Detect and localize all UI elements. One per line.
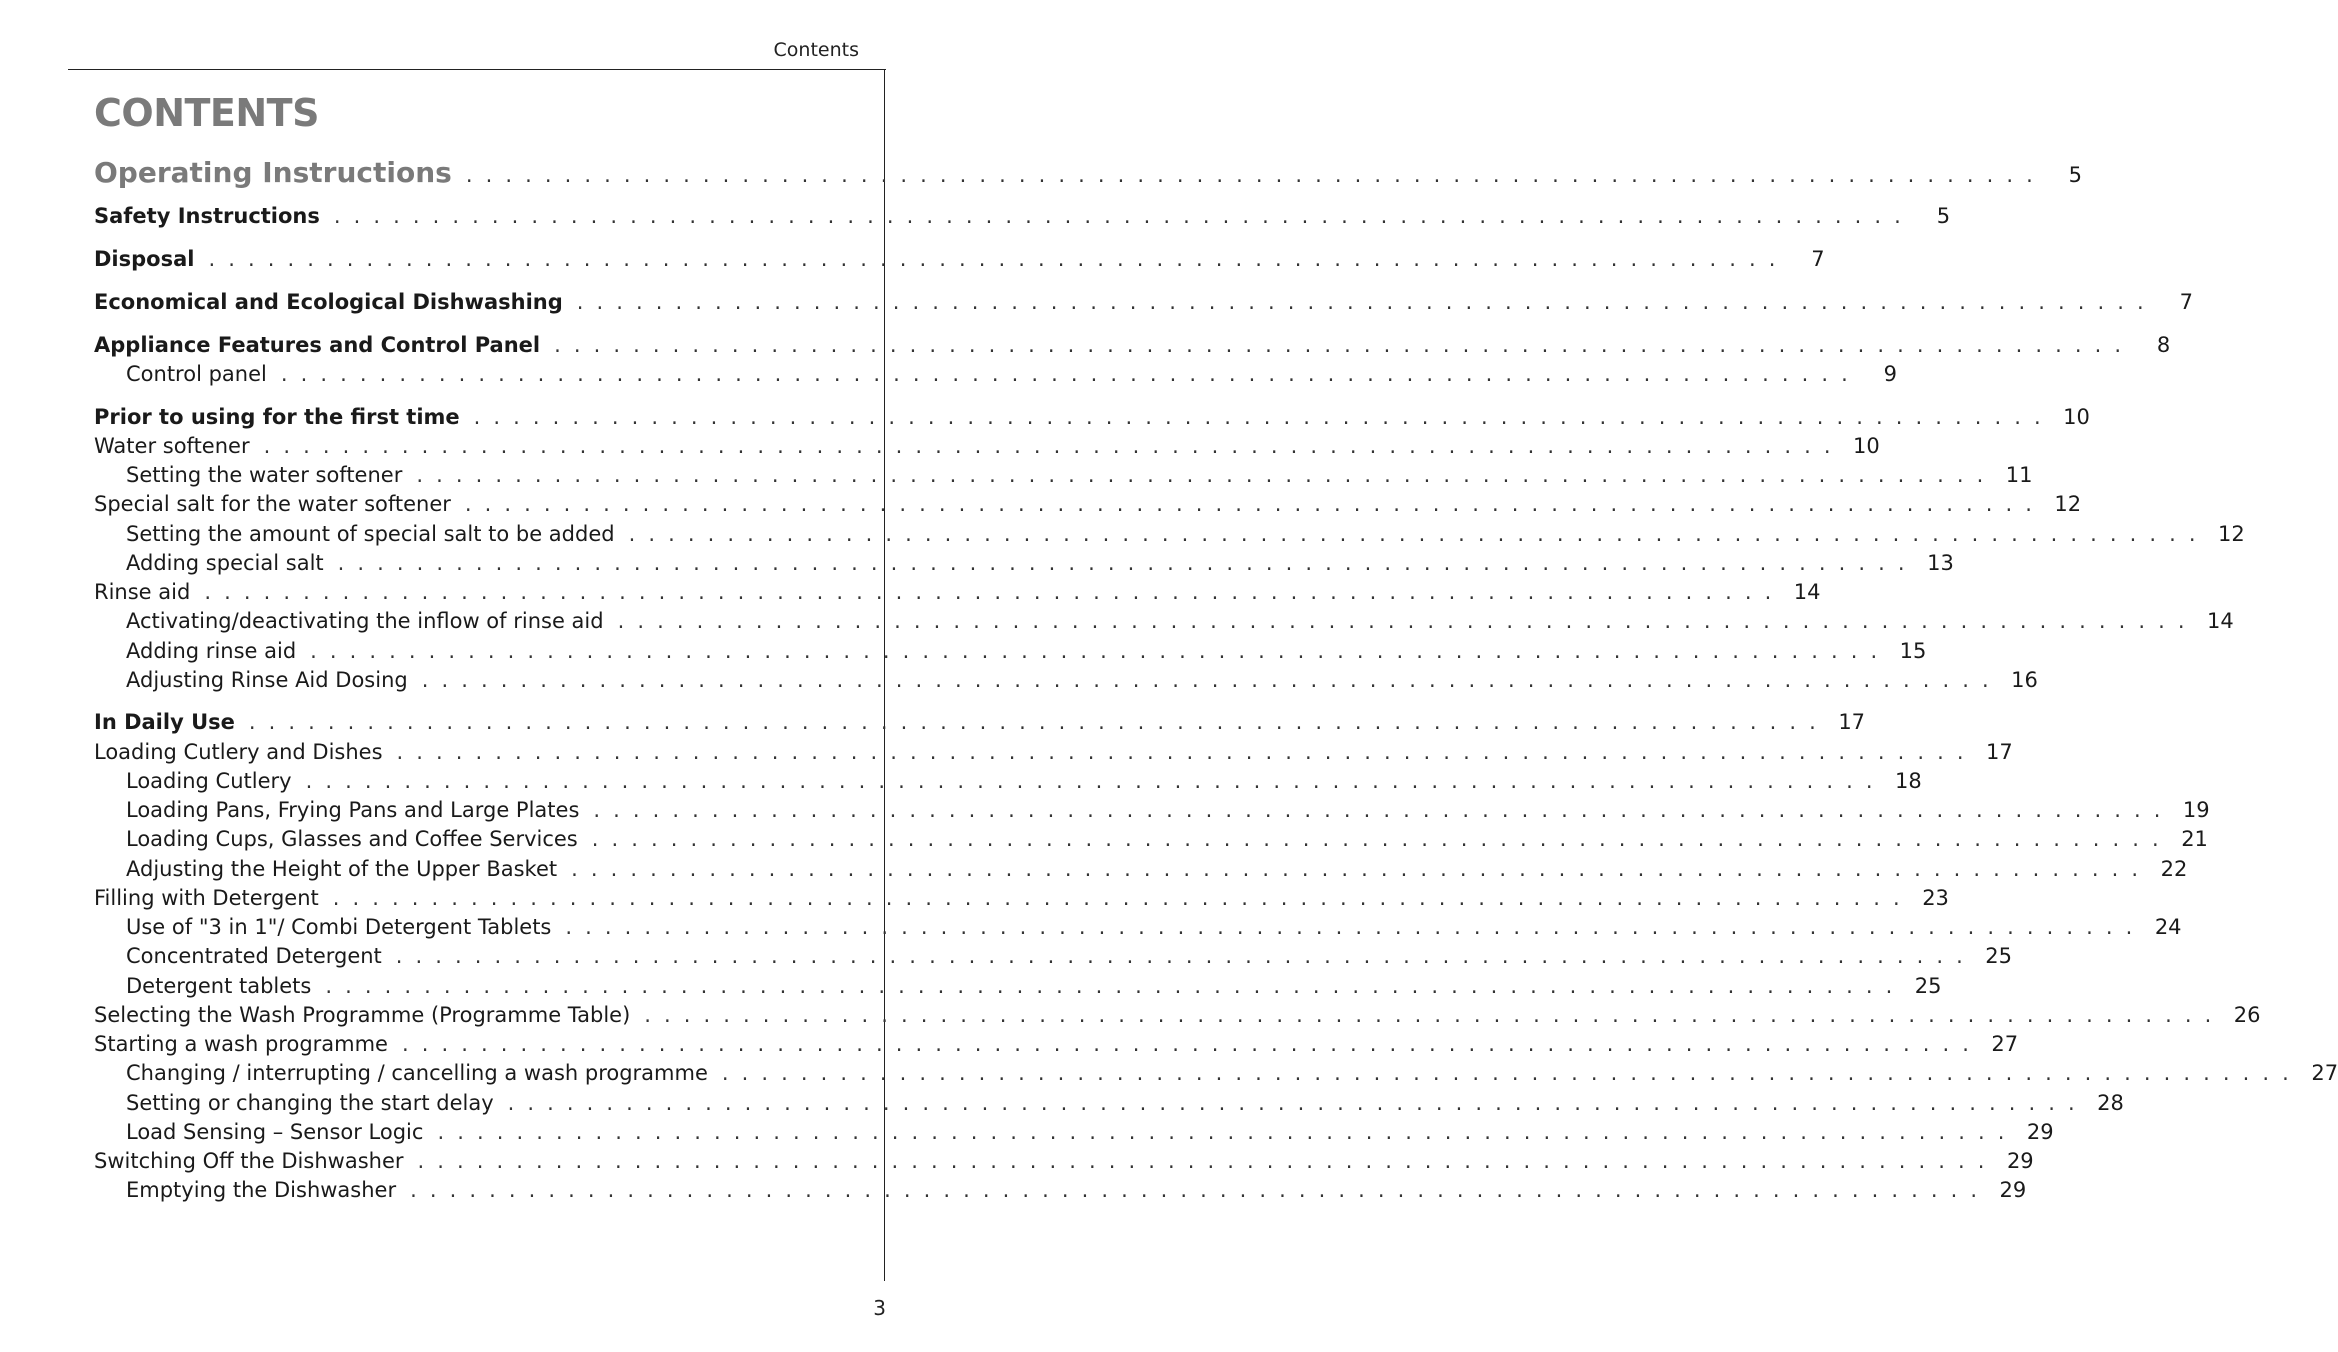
toc-entry-label: Setting or changing the start delay	[126, 1091, 494, 1115]
toc-entry	[94, 1147, 2034, 1176]
toc-entry	[126, 942, 2012, 971]
toc-entry	[94, 708, 1866, 737]
page-number: 3	[873, 1296, 886, 1320]
toc-entry-page: 8	[2156, 333, 2171, 357]
toc-entry	[126, 1176, 2027, 1205]
toc-entry-label: Starting a wash programme	[94, 1032, 388, 1056]
page-title: CONTENTS	[94, 91, 319, 135]
toc-entry-page: 29	[1999, 1178, 2027, 1202]
toc-entry-label: Economical and Ecological Dishwashing	[94, 290, 563, 314]
toc-entry-label: Loading Pans, Frying Pans and Large Plates	[126, 798, 580, 822]
toc-entry-label: Rinse aid	[94, 580, 191, 604]
dot-leader: . . . . . . . . . . . . . . . . . . . . . . . . . . . . . . . . . . . . . . . . . . . . . . . . . . . . . . . . . . . . . . . . . . . . . . . . . . . . . . . .	[617, 609, 2188, 633]
dot-leader: . . . . . . . . . . . . . . . . . . . . . . . . . . . . . . . . . . . . . . . . . . . . . . . . . . . . . . . . . . . . . . . . . . . . . . . . . . . . . . . .	[576, 290, 2147, 314]
toc-entry-page: 27	[2311, 1061, 2338, 1085]
toc-entry	[126, 855, 2188, 884]
toc-entry-page: 28	[2097, 1091, 2124, 1115]
toc-entry-page: 25	[1985, 944, 2012, 968]
toc-entry-page: 17	[1838, 710, 1866, 734]
toc-entry-page: 29	[2006, 1149, 2034, 1173]
toc-entry-page: 16	[2011, 668, 2038, 692]
toc-entry-page: 19	[2182, 798, 2210, 822]
toc-entry	[126, 972, 1942, 1001]
toc-entry-label: Changing / interrupting / cancelling a wash programme	[126, 1061, 708, 1085]
toc-entry	[126, 637, 1927, 666]
toc-entry-label: Loading Cutlery and Dishes	[94, 740, 383, 764]
dot-leader: . . . . . . . . . . . . . . . . . . . . . . . . . . . . . . . . . . . . . . . . . . . . . . . . . . . . . . . . . . . . . . . . . . . . . . . . . . . . . . . .	[333, 204, 1905, 228]
dot-leader: . . . . . . . . . . . . . . . . . . . . . . . . . . . . . . . . . . . . . . . . . . . . . . . . . . . . . . . . . . . . . . . . . . . . . . . . . . . . . . . .	[473, 405, 2044, 429]
toc-entry-page: 13	[1927, 551, 1954, 575]
toc-entry-label: Detergent tablets	[126, 974, 312, 998]
toc-entry-label: Switching Off the Dishwasher	[94, 1149, 404, 1173]
dot-leader: . . . . . . . . . . . . . . . . . . . . . . . . . . . . . . . . . . . . . . . . . . . . . . . . . . . . . . . . . . . . . . . . . . . . . . . . . . . . . . . .	[644, 1003, 2215, 1027]
toc-entry-label: Adjusting Rinse Aid Dosing	[126, 668, 408, 692]
toc-entry-page: 10	[2063, 405, 2090, 429]
dot-leader: . . . . . . . . . . . . . . . . . . . . . . . . . . . . . . . . . . . . . . . . . . . . . . . . . . . . . . . . . . . . . . . . . . . . . . . . . . . . . . . .	[565, 915, 2136, 939]
toc-entry	[94, 490, 2082, 519]
toc-entry	[126, 607, 2234, 636]
toc-entry	[126, 796, 2210, 825]
toc-entry-page: 15	[1899, 639, 1927, 663]
dot-leader: . . . . . . . . . . . . . . . . . . . . . . . . . . . . . . . . . . . . . . . . . . . . . . . . . . . . . . . . . . . . . . . . . . . . . . . . . . . . . . . .	[410, 1178, 1981, 1202]
toc-entry-label: Setting the amount of special salt to be added	[126, 522, 615, 546]
toc-entry-label: Water softener	[94, 434, 250, 458]
toc-entry	[94, 884, 1949, 913]
toc-entry	[94, 202, 1951, 231]
toc-entry-label: Special salt for the water softener	[94, 492, 451, 516]
toc-entry-label: Operating Instructions	[94, 156, 452, 189]
dot-leader: . . . . . . . . . . . . . . . . . . . . . . . . . . . . . . . . . . . . . . . . . . . . . . . . . . . . . . . . . . . . . . . . . . . . . . . . . . . . . . . .	[248, 710, 1820, 734]
dot-leader: . . . . . . . . . . . . . . . . . . . . . . . . . . . . . . . . . . . . . . . . . . . . . . . . . . . . . . . . . . . . . . . . . . . . . . . . . . . . . . . .	[571, 857, 2142, 881]
toc-entry	[126, 1089, 2124, 1118]
toc-entry	[94, 331, 2171, 360]
toc-entry	[126, 825, 2208, 854]
toc-entry	[126, 549, 1954, 578]
toc-entry	[126, 666, 2038, 695]
dot-leader: . . . . . . . . . . . . . . . . . . . . . . . . . . . . . . . . . . . . . . . . . . . . . . . . . . . . . . . . . . . . . . . . . . . . . . . . . . . . . . . .	[280, 362, 1852, 386]
toc-entry-page: 9	[1883, 362, 1898, 386]
toc-entry	[94, 403, 2090, 432]
toc-entry-label: Loading Cutlery	[126, 769, 292, 793]
toc-entry-page: 12	[2054, 492, 2082, 516]
dot-leader: . . . . . . . . . . . . . . . . . . . . . . . . . . . . . . . . . . . . . . . . . . . . . . . . . . . . . . . . . . . . . . . . . . . . . . . . . . . . . . . .	[401, 1032, 1973, 1056]
toc-entry-page: 17	[1985, 740, 2013, 764]
toc-entry-label: Appliance Features and Control Panel	[94, 333, 541, 357]
dot-leader: . . . . . . . . . . . . . . . . . . . . . . . . . . . . . . . . . . . . . . . . . . . . . . . . . . . . . . . . . . . . . . . . . . . . . . . . . . . . . . . .	[593, 798, 2164, 822]
toc-entry	[126, 1118, 2054, 1147]
dot-leader: . . . . . . . . . . . . . . . . . . . . . . . . . . . . . . . . . . . . . . . . . . . . . . . . . . . . . . . . . . . . . . . . . . . . . . . . . . . . . . . .	[332, 886, 1903, 910]
toc-entry-label: Selecting the Wash Programme (Programme Table)	[94, 1003, 631, 1027]
dot-leader: . . . . . . . . . . . . . . . . . . . . . . . . . . . . . . . . . . . . . . . . . . . . . . . . . . . . . . . . . . . . . . . . . . . . . . . . . . . . . . . .	[263, 434, 1834, 458]
toc-entry	[94, 155, 2082, 191]
dot-leader: . . . . . . . . . . . . . . . . . . . . . . . . . . . . . . . . . . . . . . . . . . . . . . . . . . . . . . . . . . . . . . . . . . . . . . . . . . . . . . . .	[591, 827, 2162, 851]
toc-entry	[126, 913, 2182, 942]
dot-leader: . . . . . . . . . . . . . . . . . . . . . . . . . . . . . . . . . . . . . . . . . . . . . . . . . . . . . . . . . . . . . . . . . . . . . . . . . . . . . . . .	[325, 974, 1896, 998]
toc-entry-label: Filling with Detergent	[94, 886, 319, 910]
toc-entry-label: Adding special salt	[126, 551, 324, 575]
toc-entry-page: 22	[2160, 857, 2188, 881]
toc-entry-label: Disposal	[94, 247, 195, 271]
dot-leader: . . . . . . . . . . . . . . . . . . . . . . . . . . . . . . . . . . . . . . . . . . . . . . . . . . . . . . . . . . . . . . . . . . . . . . . . . . . . . . . .	[395, 944, 1966, 968]
toc-entry-page: 7	[2179, 290, 2193, 314]
toc-entry-page: 23	[1922, 886, 1949, 910]
dot-leader: . . . . . . . . . . . . . . . . . . . . . . . . . . . . . . . . . . . . . . . . . . . . . . . . . . . . . . . . . . . . . . . . . . . . . . . . . . . . . . . .	[421, 668, 1992, 692]
dot-leader: . . . . . . . . . . . . . . . . . . . . . . . . . . . . . . . . . . . . . . . . . . . . . . . . . . . . . . . . . . . . . . . . . . . . . . . . . . . . . . . .	[310, 639, 1881, 663]
toc-entry-label: Adding rinse aid	[126, 639, 297, 663]
toc-entry-label: Adjusting the Height of the Upper Basket	[126, 857, 558, 881]
toc-entry	[94, 288, 2193, 317]
toc-entry	[94, 738, 2013, 767]
toc-entry-page: 12	[2218, 522, 2245, 546]
toc-entry-page: 25	[1914, 974, 1942, 998]
dot-leader: . . . . . . . . . . . . . . . . . . . . . . . . . . . . . . . . . . . . . . . . . . . . . . . . . . . . . . . . . . . . . . . . . . . . . . . . . . . . . . . .	[464, 492, 2036, 516]
toc-entry-page: 24	[2154, 915, 2182, 939]
dot-leader: . . . . . . . . . . . . . . . . . . . . . . . . . . . . . . . . . . . . . . . . . . . . . . . . . . . . . . . . . . . . . . . . . . . . . . . . . . . . . . . .	[507, 1091, 2078, 1115]
toc-entry-page: 29	[2026, 1120, 2054, 1144]
toc-entry-page: 5	[1936, 204, 1951, 228]
running-header: Contents	[773, 39, 859, 61]
toc-entry-label: Use of "3 in 1"/ Combi Detergent Tablets	[126, 915, 552, 939]
toc-entry-label: Concentrated Detergent	[126, 944, 382, 968]
toc-entry-label: Control panel	[126, 362, 267, 386]
toc-entry-label: Load Sensing – Sensor Logic	[126, 1120, 424, 1144]
toc-entry	[94, 1001, 2261, 1030]
toc-entry-page: 14	[1793, 580, 1821, 604]
dot-leader: . . . . . . . . . . . . . . . . . . . . . . . . . . . . . . . . . . . . . . . . . . . . . . . . . . . . . . . . . . . . . . . . . . . . . . . . . . . . . . . .	[628, 522, 2199, 546]
toc-entry-label: Loading Cups, Glasses and Coffee Services	[126, 827, 578, 851]
dot-leader: . . . . . . . . . . . . . . . . . . . . . . . . . . . . . . . . . . . . . . . . . . . . . . . . . . . . . . . . . . . . . . . . . . . . . . . . . . . . . . . .	[417, 1149, 1988, 1173]
dot-leader: . . . . . . . . . . . . . . . . . . . . . . . . . . . . . . . . . . . . . . . . . . . . . . . . . . . . . . . . . . . . . . . . . . . . . . . . . . . . . . . .	[554, 333, 2125, 357]
toc-entry-page: 18	[1895, 769, 1922, 793]
toc-entry-page: 14	[2207, 609, 2234, 633]
toc-entry	[126, 520, 2245, 549]
toc-entry	[126, 360, 1898, 389]
dot-leader: . . . . . . . . . . . . . . . . . . . . . . . . . . . . . . . . . . . . . . . . . . . . . . . . . . . . . . . . . . . . . . . . . . . . . . . . . . . . . . . .	[721, 1061, 2293, 1085]
toc-entry	[94, 245, 1825, 274]
toc-entry-page: 5	[2068, 163, 2082, 187]
toc-entry-page: 11	[2005, 463, 2033, 487]
toc-entry-page: 27	[1991, 1032, 2019, 1056]
dot-leader: . . . . . . . . . . . . . . . . . . . . . . . . . . . . . . . . . . . . . . . . . . . . . . . . . . . . . . . . . . . . . . . . . . . . . . . . . . . . . . . .	[465, 163, 2036, 187]
dot-leader: . . . . . . . . . . . . . . . . . . . . . . . . . . . . . . . . . . . . . . . . . . . . . . . . . . . . . . . . . . . . . . . . . . . . . . . . . . . . . . . .	[437, 1120, 2008, 1144]
toc-entry-page: 26	[2233, 1003, 2261, 1027]
dot-leader: . . . . . . . . . . . . . . . . . . . . . . . . . . . . . . . . . . . . . . . . . . . . . . . . . . . . . . . . . . . . . . . . . . . . . . . . . . . . . . . .	[208, 247, 1779, 271]
dot-leader: . . . . . . . . . . . . . . . . . . . . . . . . . . . . . . . . . . . . . . . . . . . . . . . . . . . . . . . . . . . . . . . . . . . . . . . . . . . . . . . .	[396, 740, 1967, 764]
dot-leader: . . . . . . . . . . . . . . . . . . . . . . . . . . . . . . . . . . . . . . . . . . . . . . . . . . . . . . . . . . . . . . . . . . . . . . . . . . . . . . . .	[337, 551, 1908, 575]
toc-entry	[94, 1030, 2019, 1059]
toc-entry-label: Safety Instructions	[94, 204, 320, 228]
toc-entry	[94, 432, 1880, 461]
toc-entry-label: Prior to using for the first time	[94, 405, 460, 429]
toc-entry-label: Activating/deactivating the inflow of rinse aid	[126, 609, 604, 633]
toc-entry-label: Emptying the Dishwasher	[126, 1178, 397, 1202]
toc-entry	[94, 578, 1821, 607]
dot-leader: . . . . . . . . . . . . . . . . . . . . . . . . . . . . . . . . . . . . . . . . . . . . . . . . . . . . . . . . . . . . . . . . . . . . . . . . . . . . . . . .	[416, 463, 1987, 487]
table-of-contents	[94, 0, 2338, 1352]
toc-entry	[126, 461, 2033, 490]
dot-leader: . . . . . . . . . . . . . . . . . . . . . . . . . . . . . . . . . . . . . . . . . . . . . . . . . . . . . . . . . . . . . . . . . . . . . . . . . . . . . . . .	[204, 580, 1775, 604]
toc-entry-label: Setting the water softener	[126, 463, 403, 487]
toc-entry-page: 10	[1853, 434, 1880, 458]
toc-entry	[126, 1059, 2338, 1088]
toc-entry	[126, 767, 1922, 796]
toc-entry-label: In Daily Use	[94, 710, 235, 734]
toc-entry-page: 21	[2181, 827, 2208, 851]
dot-leader: . . . . . . . . . . . . . . . . . . . . . . . . . . . . . . . . . . . . . . . . . . . . . . . . . . . . . . . . . . . . . . . . . . . . . . . . . . . . . . . .	[305, 769, 1876, 793]
toc-entry-page: 7	[1811, 247, 1825, 271]
